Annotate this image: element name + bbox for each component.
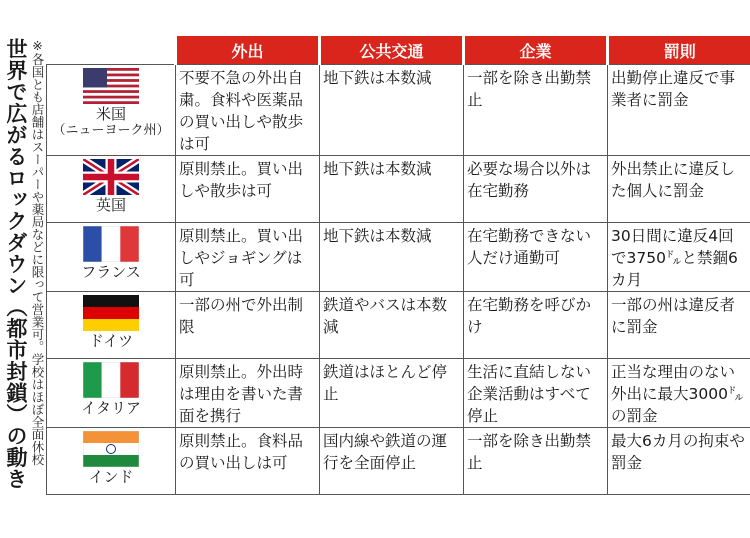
country-name: インド (88, 468, 134, 486)
cell-penalty: 外出禁止に違反した個人に罰金 (608, 156, 750, 223)
cell-transit: 地下鉄は本数減 (320, 223, 464, 292)
cell-outing: 一部の州で外出制限 (176, 292, 320, 359)
country-cell (47, 156, 176, 223)
country-cell (47, 359, 176, 428)
header-penalty: 罰則 (608, 36, 750, 65)
us-flag-icon (83, 68, 139, 104)
cell-business: 在宅勤務を呼びかけ (464, 292, 608, 359)
footnote: ※各国とも店舗はスーパーや薬局などに限って営業可。学校はほぼ全面休校 (30, 38, 45, 466)
table-row (47, 428, 750, 495)
cell-transit: 地下鉄は本数減 (320, 156, 464, 223)
lockdown-table (46, 36, 750, 495)
table-row (47, 65, 750, 156)
cell-business: 一部を除き出勤禁止 (464, 428, 608, 495)
header-outing: 外出 (176, 36, 320, 65)
country-cell (47, 65, 176, 156)
header-business: 企業 (464, 36, 608, 65)
cell-outing: 原則禁止。買い出しや散歩は可 (176, 156, 320, 223)
country-name: 英国 (95, 196, 126, 214)
cell-outing: 原則禁止。買い出しやジョギングは可 (176, 223, 320, 292)
country-name: イタリア (80, 399, 141, 417)
page-title: 世界で広がるロックダウン（都市封鎖）の動き (4, 38, 28, 490)
cell-transit: 国内線や鉄道の運行を全面停止 (320, 428, 464, 495)
country-cell (47, 292, 176, 359)
cell-penalty: 一部の州は違反者に罰金 (608, 292, 750, 359)
cell-business: 生活に直結しない企業活動はすべて停止 (464, 359, 608, 428)
table-row (47, 292, 750, 359)
table-row (47, 359, 750, 428)
table-row (47, 223, 750, 292)
country-name: フランス (81, 263, 141, 281)
cell-business: 在宅勤務できない人だけ通勤可 (464, 223, 608, 292)
cell-business: 一部を除き出勤禁止 (464, 65, 608, 156)
country-cell (47, 223, 176, 292)
table-row (47, 156, 750, 223)
germany-flag-icon (83, 295, 139, 331)
cell-business: 必要な場合以外は在宅勤務 (464, 156, 608, 223)
country-cell (47, 428, 176, 495)
uk-flag-icon (83, 159, 139, 195)
header-transit: 公共交通 (320, 36, 464, 65)
header-row (47, 36, 750, 65)
france-flag-icon (83, 226, 139, 262)
cell-outing: 原則禁止。外出時は理由を書いた書面を携行 (176, 359, 320, 428)
cell-penalty: 最大6カ月の拘束や罰金 (608, 428, 750, 495)
cell-penalty: 正当な理由のない外出に最大3000㌦の罰金 (608, 359, 750, 428)
italy-flag-icon (83, 362, 139, 398)
header-blank (47, 36, 176, 65)
cell-transit: 地下鉄は本数減 (320, 65, 464, 156)
cell-penalty: 30日間に違反4回で3750㌦と禁錮6カ月 (608, 223, 750, 292)
cell-penalty: 出勤停止違反で事業者に罰金 (608, 65, 750, 156)
cell-transit: 鉄道はほとんど停止 (320, 359, 464, 428)
cell-outing: 不要不急の外出自粛。食料や医薬品の買い出しや散歩は可 (176, 65, 320, 156)
country-name: ドイツ (88, 332, 134, 350)
india-flag-icon (83, 431, 139, 467)
cell-transit: 鉄道やバスは本数減 (320, 292, 464, 359)
country-name: 米国 (95, 105, 126, 123)
cell-outing: 原則禁止。食料品の買い出しは可 (176, 428, 320, 495)
country-subname: （ニューヨーク州） (52, 123, 170, 138)
